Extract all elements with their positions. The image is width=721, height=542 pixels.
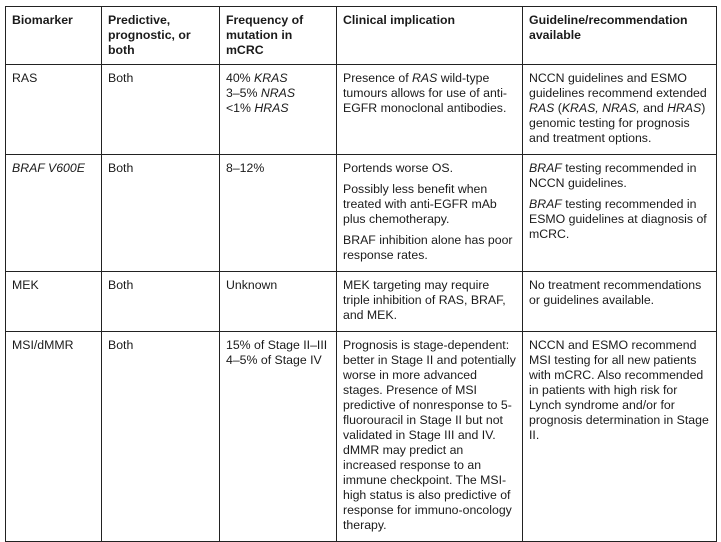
table-row (6, 272, 717, 332)
cell-biomarker: RAS (6, 65, 102, 155)
cell-clinical: Presence of RAS wild-type tumours allows for use of anti-EGFR monoclonal antibodies. (337, 65, 523, 155)
cell-type: Both (102, 332, 220, 542)
cell-clinical: Prognosis is stage-dependent: better in Stage II and potentially worse in more advanced stages. Presence of MSI predictive of nonresponse to 5-fluorouracil in Stage II but not validated in Stage III and IV. dMMR may predict an increased response to an immune checkpoint. The MSI-high status is also predictive of response for immuno-oncology therapy. (337, 332, 523, 542)
clinical-paragraph: Possibly less benefit when treated with anti-EGFR mAb plus chemotherapy. (343, 182, 497, 226)
cell-frequency (220, 332, 337, 542)
frequency-line: 4–5% of Stage IV (226, 353, 322, 367)
cell-frequency: 8–12% (220, 155, 337, 272)
header-frequency: Frequency of mutation in mCRC (220, 7, 337, 65)
frequency-line: 15% of Stage II–III (226, 338, 328, 352)
cell-frequency (220, 65, 337, 155)
header-guideline: Guideline/recommendation available (523, 7, 717, 65)
cell-biomarker: MEK (6, 272, 102, 332)
frequency-line: <1% HRAS (226, 101, 289, 115)
header-row (6, 7, 717, 65)
cell-clinical (337, 155, 523, 272)
header-predictive: Predictive, prognostic, or both (102, 7, 220, 65)
table-row (6, 155, 717, 272)
cell-biomarker: BRAF V600E (6, 155, 102, 272)
cell-guideline: NCCN and ESMO recommend MSI testing for all new patients with mCRC. Also recommended in patients with high risk for Lynch syndrome and/or for prognosis determination in Stage II. (523, 332, 717, 542)
clinical-paragraph: BRAF inhibition alone has poor response rates. (343, 233, 513, 262)
header-clinical: Clinical implication (337, 7, 523, 65)
table-row (6, 65, 717, 155)
guideline-paragraph: BRAF testing recommended in ESMO guidelines at diagnosis of mCRC. (529, 197, 707, 241)
frequency-line: 3–5% NRAS (226, 86, 296, 100)
biomarker-table (5, 6, 717, 542)
cell-guideline: No treatment recommendations or guidelines available. (523, 272, 717, 332)
cell-biomarker: MSI/dMMR (6, 332, 102, 542)
cell-type: Both (102, 65, 220, 155)
clinical-paragraph: Portends worse OS. (343, 161, 454, 175)
frequency-line: 40% KRAS (226, 71, 288, 85)
cell-guideline: NCCN guidelines and ESMO guidelines recommend extended RAS (KRAS, NRAS, and HRAS) genomic testing for prognosis and treatment options. (523, 65, 717, 155)
table-row (6, 332, 717, 542)
cell-clinical: MEK targeting may require triple inhibition of RAS, BRAF, and MEK. (337, 272, 523, 332)
cell-frequency: Unknown (220, 272, 337, 332)
cell-type: Both (102, 272, 220, 332)
guideline-paragraph: BRAF testing recommended in NCCN guidelines. (529, 161, 697, 190)
cell-type: Both (102, 155, 220, 272)
header-biomarker: Biomarker (6, 7, 102, 65)
cell-guideline (523, 155, 717, 272)
